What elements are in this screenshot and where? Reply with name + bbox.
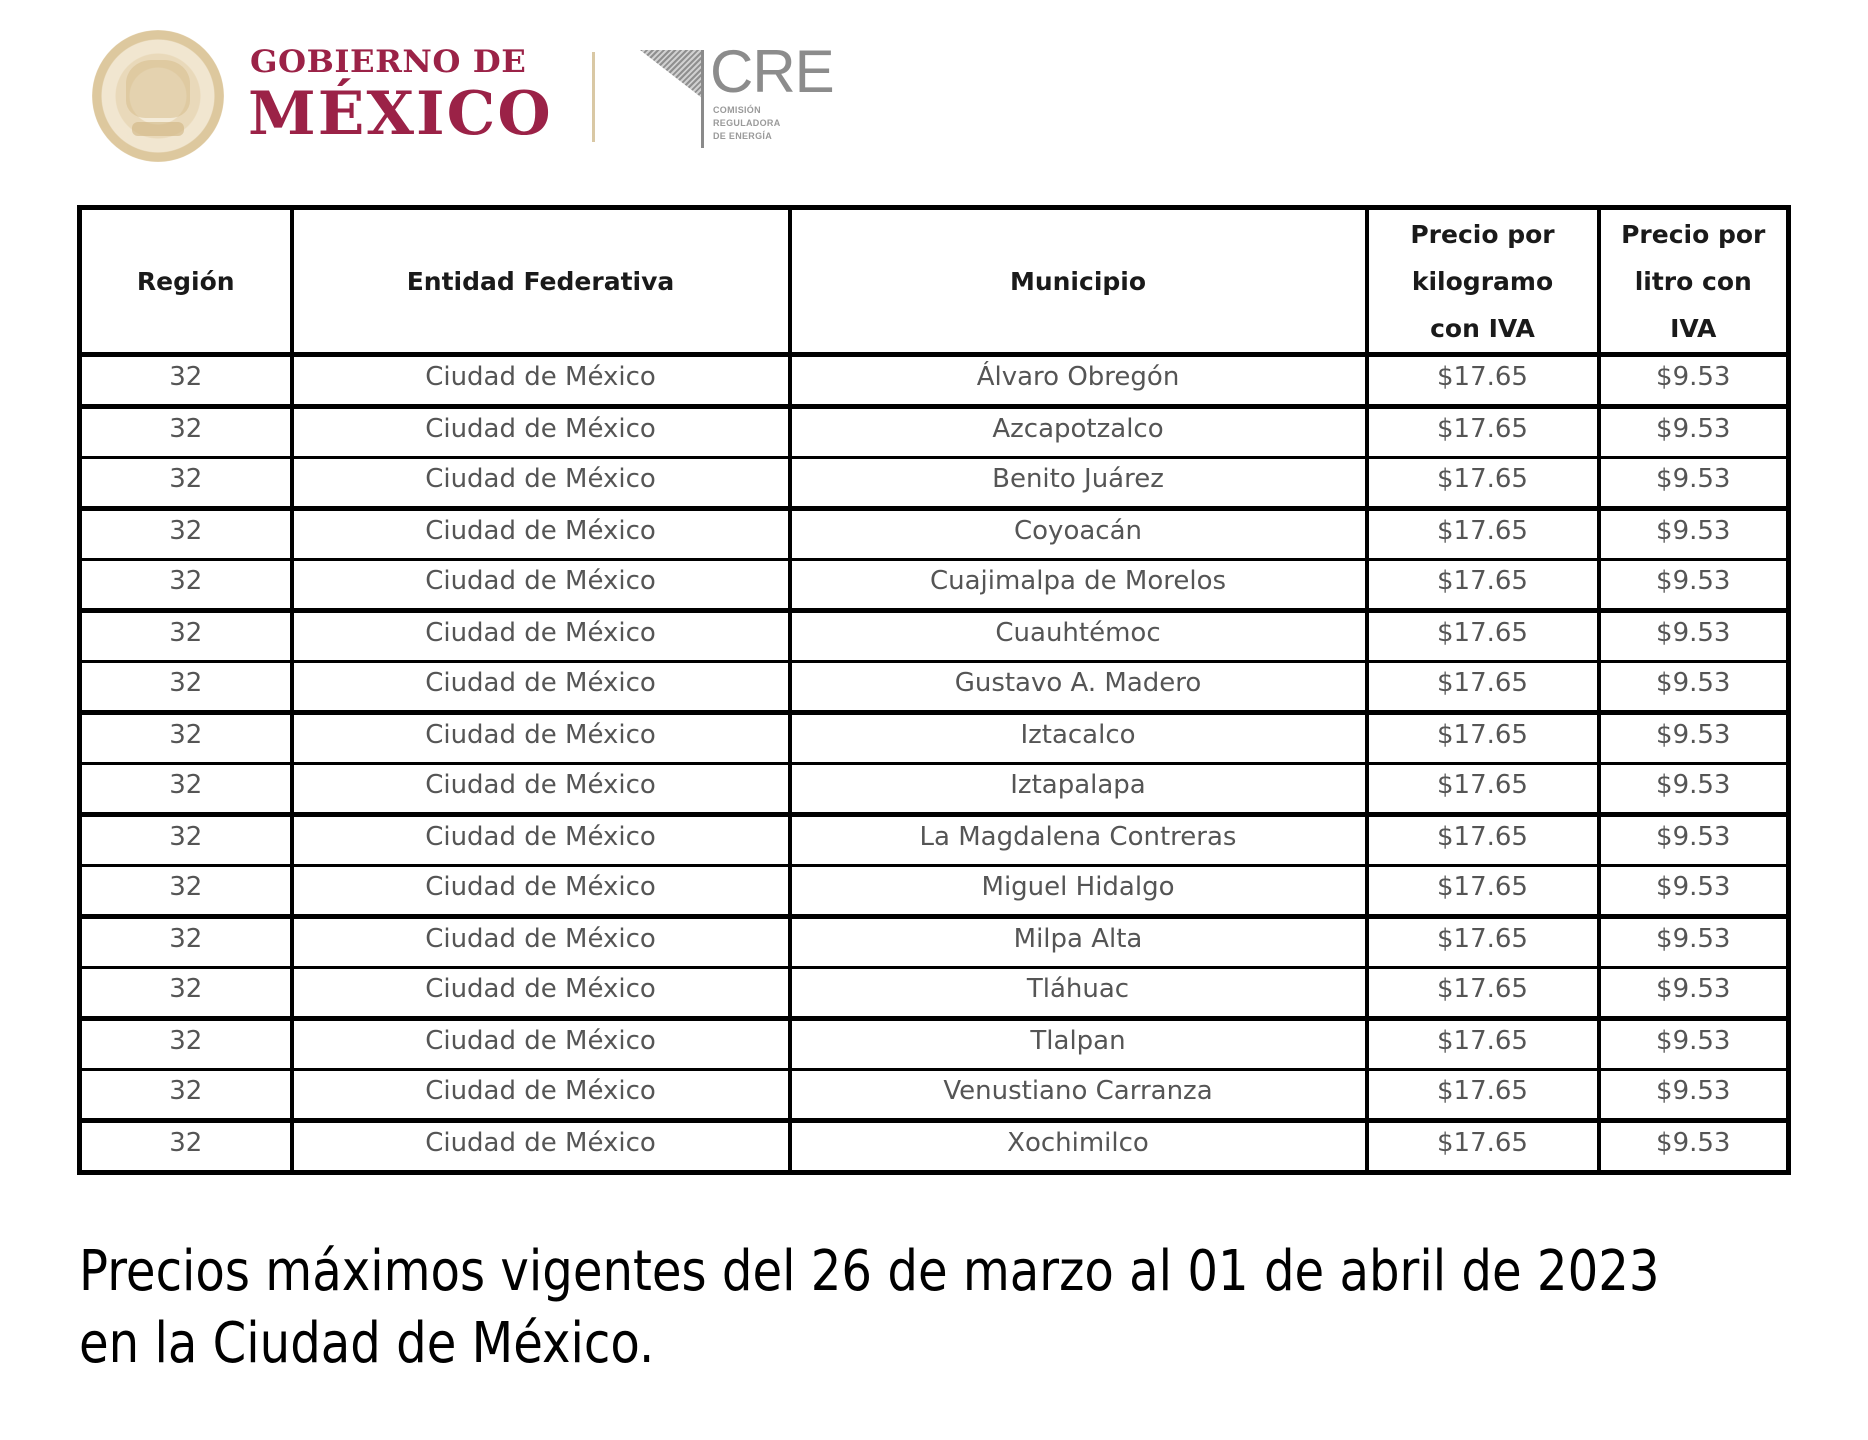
table-row <box>80 355 1789 407</box>
logo-text-mexico: MÉXICO <box>248 79 553 149</box>
cell-entidad: Ciudad de México <box>292 815 790 866</box>
cell-precio-kg: $17.65 <box>1367 764 1599 815</box>
logo-divider <box>592 52 595 142</box>
table-row <box>80 611 1789 662</box>
cell-entidad: Ciudad de México <box>292 355 790 407</box>
seal-base <box>132 122 184 136</box>
cell-precio-litro: $9.53 <box>1599 611 1789 662</box>
table-row <box>80 509 1789 560</box>
cell-region: 32 <box>80 560 292 611</box>
cell-precio-litro: $9.53 <box>1599 458 1789 509</box>
table-row <box>80 1121 1789 1173</box>
cell-region: 32 <box>80 815 292 866</box>
cell-municipio: Miguel Hidalgo <box>790 866 1367 917</box>
cell-precio-kg: $17.65 <box>1367 662 1599 713</box>
cell-entidad: Ciudad de México <box>292 1070 790 1121</box>
eagle-emblem <box>126 60 190 118</box>
cell-municipio: Gustavo A. Madero <box>790 662 1367 713</box>
cell-region: 32 <box>80 662 292 713</box>
cell-entidad: Ciudad de México <box>292 458 790 509</box>
cell-region: 32 <box>80 509 292 560</box>
table-row <box>80 713 1789 764</box>
cell-region: 32 <box>80 968 292 1019</box>
cell-precio-kg: $17.65 <box>1367 509 1599 560</box>
cell-precio-litro: $9.53 <box>1599 1070 1789 1121</box>
cell-precio-litro: $9.53 <box>1599 355 1789 407</box>
cell-region: 32 <box>80 866 292 917</box>
cell-municipio: Cuajimalpa de Morelos <box>790 560 1367 611</box>
table-row <box>80 1019 1789 1070</box>
header-line: con IVA <box>1430 313 1535 343</box>
table-row <box>80 917 1789 968</box>
cre-vertical-bar <box>701 50 704 148</box>
cell-region: 32 <box>80 355 292 407</box>
cell-municipio: Milpa Alta <box>790 917 1367 968</box>
table-row <box>80 458 1789 509</box>
cell-entidad: Ciudad de México <box>292 611 790 662</box>
cell-entidad: Ciudad de México <box>292 1019 790 1070</box>
cell-entidad: Ciudad de México <box>292 560 790 611</box>
cell-municipio: Benito Juárez <box>790 458 1367 509</box>
table-header-row <box>80 208 1789 355</box>
cre-subtitle <box>713 104 781 143</box>
cell-precio-litro: $9.53 <box>1599 815 1789 866</box>
cell-precio-kg: $17.65 <box>1367 355 1599 407</box>
cell-precio-litro: $9.53 <box>1599 1019 1789 1070</box>
column-header-municipio <box>790 208 1367 355</box>
cell-municipio: Iztacalco <box>790 713 1367 764</box>
cell-precio-litro: $9.53 <box>1599 407 1789 458</box>
cell-precio-litro: $9.53 <box>1599 713 1789 764</box>
cell-municipio: Tlalpan <box>790 1019 1367 1070</box>
validity-note-line2: en la Ciudad de México. <box>79 1311 655 1376</box>
cell-entidad: Ciudad de México <box>292 917 790 968</box>
cell-region: 32 <box>80 1070 292 1121</box>
table-row <box>80 662 1789 713</box>
cell-precio-litro: $9.53 <box>1599 917 1789 968</box>
cell-municipio: Venustiano Carranza <box>790 1070 1367 1121</box>
cre-subtitle-line: COMISIÓN <box>713 105 761 115</box>
header-line: litro con <box>1634 266 1752 296</box>
cell-precio-litro: $9.53 <box>1599 560 1789 611</box>
header-line: IVA <box>1670 313 1717 343</box>
column-header-region <box>80 208 292 355</box>
cell-entidad: Ciudad de México <box>292 764 790 815</box>
cell-entidad: Ciudad de México <box>292 1121 790 1173</box>
cell-precio-kg: $17.65 <box>1367 815 1599 866</box>
header-line: Precio por <box>1410 219 1555 249</box>
cell-municipio: Azcapotzalco <box>790 407 1367 458</box>
cell-precio-litro: $9.53 <box>1599 764 1789 815</box>
cell-region: 32 <box>80 917 292 968</box>
cell-precio-litro: $9.53 <box>1599 509 1789 560</box>
cell-municipio: Iztapalapa <box>790 764 1367 815</box>
cell-precio-litro: $9.53 <box>1599 968 1789 1019</box>
cell-precio-kg: $17.65 <box>1367 1121 1599 1173</box>
cell-entidad: Ciudad de México <box>292 509 790 560</box>
table-row <box>80 866 1789 917</box>
table-row <box>80 560 1789 611</box>
table-body <box>80 355 1789 1173</box>
cell-entidad: Ciudad de México <box>292 713 790 764</box>
column-header-precio-kg <box>1367 208 1599 355</box>
cell-municipio: Álvaro Obregón <box>790 355 1367 407</box>
cell-precio-kg: $17.65 <box>1367 458 1599 509</box>
cell-entidad: Ciudad de México <box>292 866 790 917</box>
cell-precio-litro: $9.53 <box>1599 662 1789 713</box>
cell-precio-litro: $9.53 <box>1599 866 1789 917</box>
cell-region: 32 <box>80 1121 292 1173</box>
cre-subtitle-line: DE ENERGÍA <box>713 131 773 141</box>
table-row <box>80 764 1789 815</box>
cell-precio-kg: $17.65 <box>1367 1070 1599 1121</box>
cell-entidad: Ciudad de México <box>292 968 790 1019</box>
cell-region: 32 <box>80 611 292 662</box>
cell-precio-kg: $17.65 <box>1367 407 1599 458</box>
cell-region: 32 <box>80 458 292 509</box>
national-seal-icon <box>92 30 224 162</box>
cell-region: 32 <box>80 713 292 764</box>
table-row <box>80 1070 1789 1121</box>
header-line: Municipio <box>1009 266 1147 296</box>
cell-entidad: Ciudad de México <box>292 662 790 713</box>
cell-region: 32 <box>80 1019 292 1070</box>
price-table <box>77 205 1791 1175</box>
cell-precio-kg: $17.65 <box>1367 1019 1599 1070</box>
column-header-precio-litro <box>1599 208 1789 355</box>
cell-entidad: Ciudad de México <box>292 407 790 458</box>
table-row <box>80 407 1789 458</box>
header-line: Entidad Federativa <box>406 266 675 296</box>
table-row <box>80 968 1789 1019</box>
cell-region: 32 <box>80 407 292 458</box>
cell-municipio: La Magdalena Contreras <box>790 815 1367 866</box>
cre-subtitle-line: REGULADORA <box>713 118 781 128</box>
validity-note <box>79 1236 1659 1380</box>
cell-municipio: Xochimilco <box>790 1121 1367 1173</box>
cell-precio-kg: $17.65 <box>1367 968 1599 1019</box>
cell-region: 32 <box>80 764 292 815</box>
cell-municipio: Coyoacán <box>790 509 1367 560</box>
cell-precio-kg: $17.65 <box>1367 560 1599 611</box>
cell-precio-kg: $17.65 <box>1367 866 1599 917</box>
cell-precio-kg: $17.65 <box>1367 713 1599 764</box>
cell-precio-kg: $17.65 <box>1367 611 1599 662</box>
table-row <box>80 815 1789 866</box>
cell-precio-kg: $17.65 <box>1367 917 1599 968</box>
cell-precio-litro: $9.53 <box>1599 1121 1789 1173</box>
logo-text-gobierno-de: GOBIERNO DE <box>250 44 527 80</box>
cre-triangle-icon <box>640 50 702 98</box>
validity-note-line1: Precios máximos vigentes del 26 de marzo al 01 de abril de 2023 <box>79 1239 1660 1304</box>
header-line: kilogramo <box>1411 266 1554 296</box>
header-line: Región <box>136 266 235 296</box>
cell-municipio: Cuauhtémoc <box>790 611 1367 662</box>
cell-municipio: Tláhuac <box>790 968 1367 1019</box>
column-header-entidad <box>292 208 790 355</box>
header-line: Precio por <box>1621 219 1766 249</box>
cre-acronym: CRE <box>710 38 834 105</box>
